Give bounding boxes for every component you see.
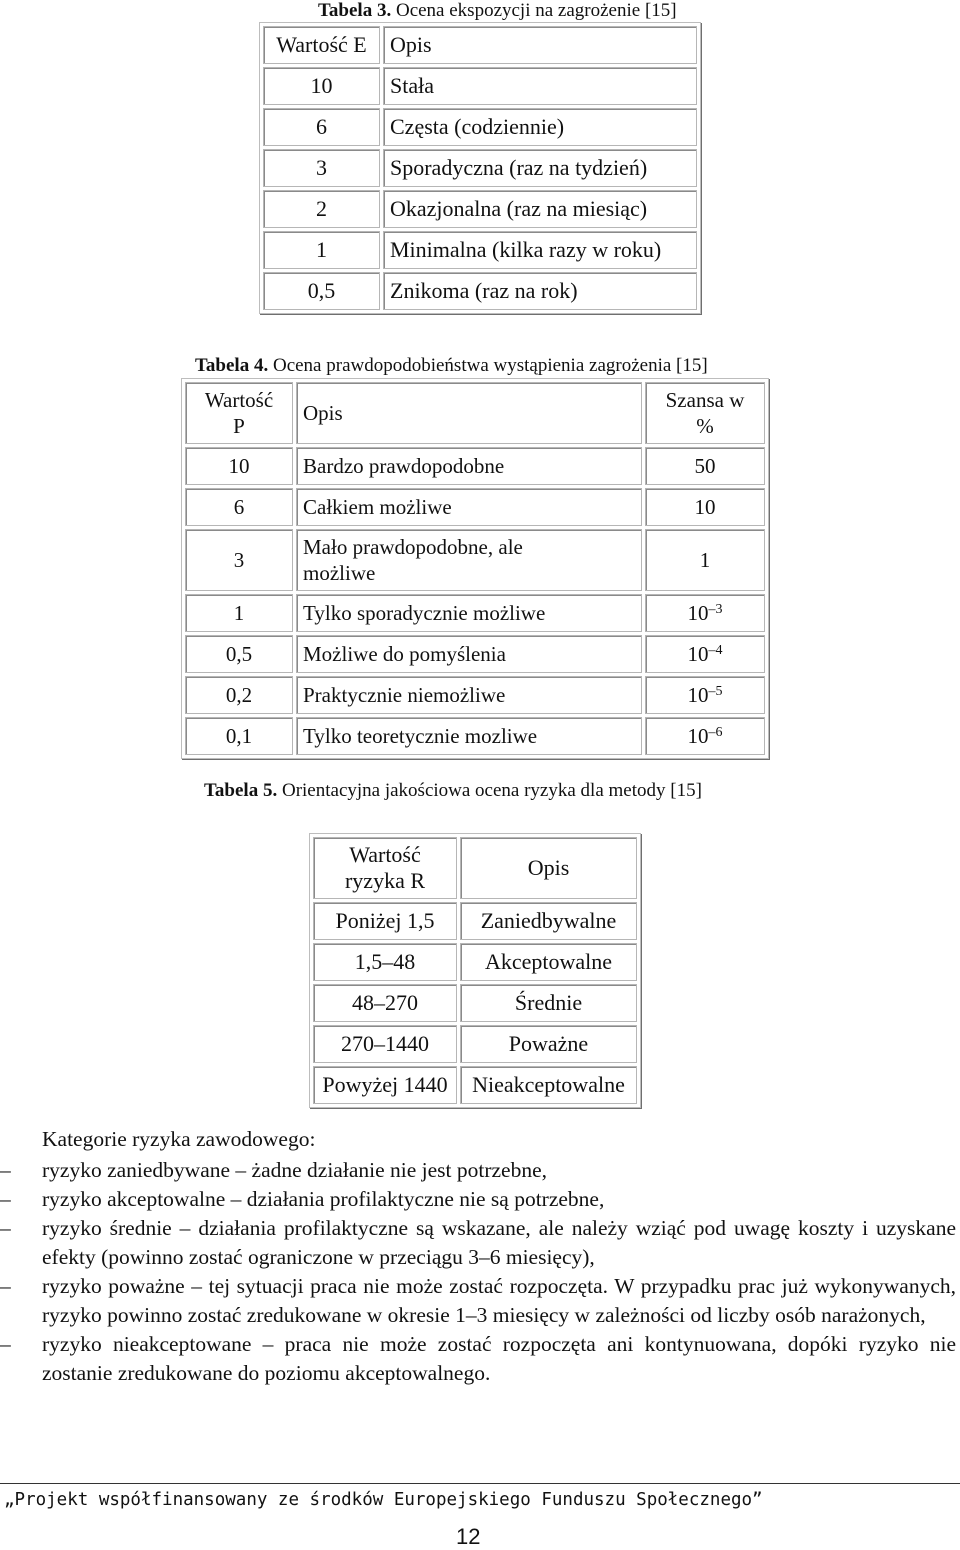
list-item-text: ryzyko zaniedbywane – żadne działanie nie jest potrzebne, — [42, 1158, 548, 1182]
table5-cell-value: 1,5–48 — [313, 943, 457, 981]
table5-header-value-line1: Wartość — [349, 842, 421, 867]
table3-header-desc: Opis — [383, 26, 697, 64]
table3-caption-text: Ocena ekspozycji na zagrożenie [15] — [391, 0, 677, 21]
table3-cell-desc: Znikoma (raz na rok) — [383, 272, 697, 310]
table4-cell-value: 10 — [185, 447, 293, 485]
table3-cell-desc: Okazjonalna (raz na miesiąc) — [383, 190, 697, 228]
table4-header-value-line1: Wartość — [204, 388, 274, 412]
table4-cell-value: 0,1 — [185, 717, 293, 755]
table5-cell-desc: Średnie — [460, 984, 637, 1022]
table4-header-pct — [645, 382, 765, 444]
list-item — [0, 1272, 956, 1330]
table5 — [309, 833, 641, 1108]
dash-marker: – — [0, 1158, 11, 1182]
table3-header-value: Wartość E — [263, 26, 380, 64]
list-item-text: ryzyko poważne – tej sytuacji praca nie może zostać rozpoczęta. W przypadku prac już wykonywanych, ryzyko powinno zostać zredukowane w okresie 1–3 miesięcy w zależności od liczby osób narażonych, — [42, 1274, 956, 1327]
table3 — [259, 22, 701, 314]
table5-cell-desc: Zaniedbywalne — [460, 902, 637, 940]
table4-header-pct-line2: % — [696, 414, 714, 438]
table-row — [313, 902, 637, 940]
list-item — [0, 1330, 956, 1388]
list-item-text: ryzyko akceptowalne – działania profilaktyczne nie są potrzebne, — [42, 1187, 605, 1211]
table5-cell-value: 270–1440 — [313, 1025, 457, 1063]
table3-header-row — [263, 26, 697, 64]
table4-pct-exponent: –4 — [708, 643, 723, 658]
table-row — [185, 529, 765, 591]
table4-cell-pct: 1 — [645, 529, 765, 591]
table3-cell-value: 1 — [263, 231, 380, 269]
table-row — [313, 984, 637, 1022]
list-item — [0, 1214, 956, 1272]
table-row — [263, 272, 697, 310]
table3-caption — [318, 0, 677, 22]
table5-header-row — [313, 837, 637, 899]
table5-caption — [204, 780, 702, 802]
table5-header-desc: Opis — [460, 837, 637, 899]
table3-cell-value: 3 — [263, 149, 380, 187]
table4-cell-pct — [645, 676, 765, 714]
table5-caption-label: Tabela 5. — [204, 780, 278, 801]
table4-cell-pct: 10 — [645, 488, 765, 526]
table-row — [185, 676, 765, 714]
table5-header-value — [313, 837, 457, 899]
table-row — [313, 1025, 637, 1063]
dash-marker: – — [0, 1187, 11, 1211]
page-number: 12 — [456, 1524, 481, 1549]
table5-caption-text: Orientacyjna jakościowa ocena ryzyka dla metody [15] — [277, 780, 702, 801]
table-row — [185, 635, 765, 673]
table4-cell-value: 3 — [185, 529, 293, 591]
footer-divider — [0, 1483, 960, 1484]
table5-cell-value: 48–270 — [313, 984, 457, 1022]
table4-pct-exponent: –3 — [708, 602, 723, 617]
table4-pct-base: 10 — [687, 642, 709, 666]
table4-caption — [195, 355, 708, 377]
table4-header-pct-line1: Szansa w — [665, 388, 745, 412]
table3-cell-desc: Stała — [383, 67, 697, 105]
table4-cell-value: 0,2 — [185, 676, 293, 714]
table4-cell-pct — [645, 635, 765, 673]
table4-cell-desc: Tylko sporadycznie możliwe — [296, 594, 642, 632]
table4-cell-desc: Możliwe do pomyślenia — [296, 635, 642, 673]
table3-cell-value: 2 — [263, 190, 380, 228]
table3-cell-value: 10 — [263, 67, 380, 105]
dash-marker: – — [0, 1332, 11, 1356]
table-row — [185, 447, 765, 485]
table-row — [263, 108, 697, 146]
categories-intro: Kategorie ryzyka zawodowego: — [42, 1127, 316, 1151]
table4-cell-pct: 50 — [645, 447, 765, 485]
table5-cell-desc: Akceptowalne — [460, 943, 637, 981]
table4-cell-pct — [645, 594, 765, 632]
table4-pct-base: 10 — [687, 683, 709, 707]
table-row — [313, 1066, 637, 1104]
table4-cell-value: 1 — [185, 594, 293, 632]
table4-cell-value: 0,5 — [185, 635, 293, 673]
table3-cell-desc: Częsta (codziennie) — [383, 108, 697, 146]
table3-cell-desc: Minimalna (kilka razy w roku) — [383, 231, 697, 269]
table4-header-row — [185, 382, 765, 444]
table3-cell-value: 6 — [263, 108, 380, 146]
table5-cell-desc: Poważne — [460, 1025, 637, 1063]
list-item-text: ryzyko nieakceptowane – praca nie może zostać rozpoczęta ani kontynuowana, dopóki ryzyko nie zostanie zredukowane do poziomu akceptowalnego. — [42, 1332, 956, 1385]
table4-caption-text: Ocena prawdopodobieństwa wystąpienia zagrożenia [15] — [268, 355, 708, 376]
list-item-text: ryzyko średnie – działania profilaktyczne są wskazane, ale należy wziąć pod uwagę koszty i uzyskane efekty (powinno zostać ograniczone w przeciągu 3–6 miesięcy), — [42, 1216, 956, 1269]
list-item — [0, 1185, 956, 1214]
table4-cell-desc — [296, 529, 642, 591]
table4-pct-base: 10 — [687, 724, 709, 748]
table4-pct-exponent: –5 — [708, 684, 723, 699]
table-row — [185, 717, 765, 755]
table4-cell-desc: Tylko teoretycznie mozliwe — [296, 717, 642, 755]
dash-marker: – — [0, 1216, 11, 1240]
table4-cell-pct — [645, 717, 765, 755]
table-row — [313, 943, 637, 981]
table3-cell-value: 0,5 — [263, 272, 380, 310]
table5-cell-value: Poniżej 1,5 — [313, 902, 457, 940]
table-row — [263, 67, 697, 105]
table4-header-value — [185, 382, 293, 444]
table3-cell-desc: Sporadyczna (raz na tydzień) — [383, 149, 697, 187]
list-item — [0, 1156, 956, 1185]
table5-header-value-line2: ryzyka R — [344, 868, 426, 893]
table4 — [181, 378, 769, 759]
table-row — [263, 190, 697, 228]
table4-cell-desc: Bardzo prawdopodobne — [296, 447, 642, 485]
categories-list — [0, 1156, 956, 1388]
table4-cell-desc: Praktycznie niemożliwe — [296, 676, 642, 714]
table4-cell-desc-line1: Mało prawdopodobne, ale — [303, 535, 523, 559]
table-row — [263, 149, 697, 187]
table4-pct-exponent: –6 — [708, 725, 723, 740]
table4-cell-desc: Całkiem możliwe — [296, 488, 642, 526]
table3-caption-label: Tabela 3. — [318, 0, 392, 21]
table-row — [185, 594, 765, 632]
table4-cell-desc-line2: możliwe — [303, 561, 376, 585]
table4-header-value-line2: P — [233, 414, 245, 438]
table4-cell-value: 6 — [185, 488, 293, 526]
dash-marker: – — [0, 1274, 11, 1298]
table5-cell-desc: Nieakceptowalne — [460, 1066, 637, 1104]
footer-text: „Projekt współfinansowany ze środków Europejskiego Funduszu Społecznego” — [4, 1490, 763, 1510]
table-row — [185, 488, 765, 526]
table4-header-desc: Opis — [296, 382, 642, 444]
table4-caption-label: Tabela 4. — [195, 355, 269, 376]
table5-cell-value: Powyżej 1440 — [313, 1066, 457, 1104]
table-row — [263, 231, 697, 269]
table4-pct-base: 10 — [687, 601, 709, 625]
